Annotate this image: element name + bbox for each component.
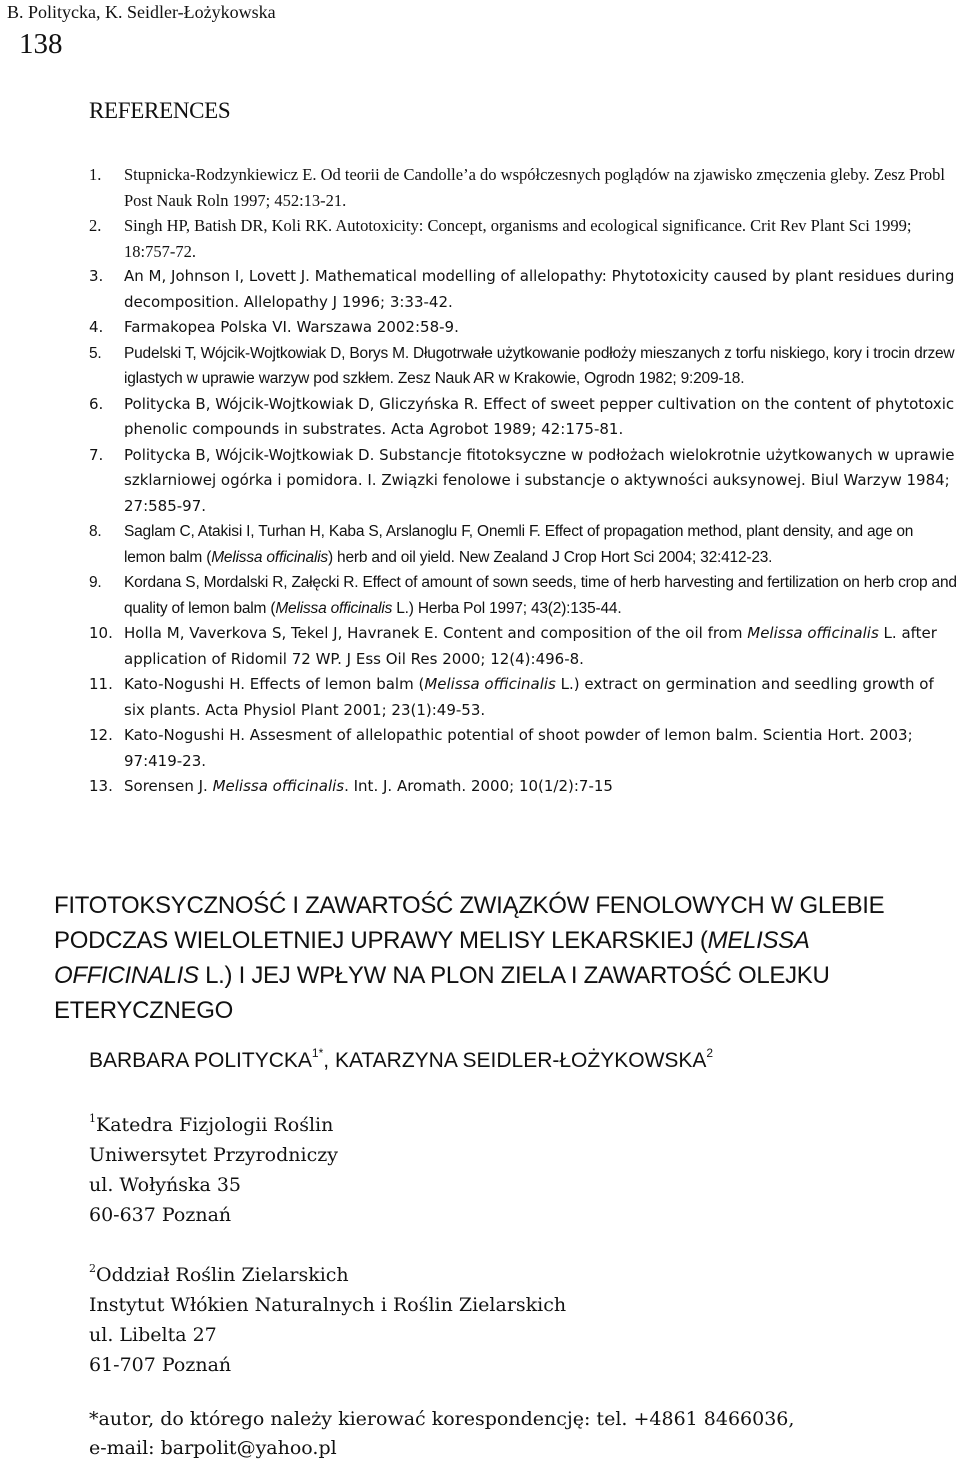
reference-number: 3. xyxy=(89,267,104,285)
species-name: Melissa officinalis xyxy=(424,675,556,693)
reference-item xyxy=(89,315,957,341)
species-name: Melissa officinalis xyxy=(275,599,393,617)
reference-text-post: . Int. J. Aromath. 2000; 10(1/2):7-15 xyxy=(344,777,613,795)
reference-item xyxy=(89,213,957,264)
author-name: BARBARA POLITYCKA xyxy=(89,1049,312,1072)
reference-text: Kato-Nogushi H. Assesment of allelopathic potential of shoot powder of lemon balm. Scientia Hort. 2003; 97:419-23. xyxy=(124,726,913,770)
correspondence-email: e-mail: barpolit@yahoo.pl xyxy=(89,1437,337,1459)
reference-text: Politycka B, Wójcik-Wojtkowiak D. Substancje fitotoksyczne w podłożach wielokrotnie użytkowanych w uprawie szklarniowej ogórka i pomidora. I. Związki fenolowe i substancje o aktywności auksynowej. Biul Warzyw 1984; 27:585-97. xyxy=(124,445,955,515)
reference-text-pre: Saglam C, Atakisi I, Turhan H, Kaba S, Arslanoglu F, Onemli F. Effect of propagation method, plant density, and age on lemon balm ( xyxy=(124,523,914,566)
reference-number: 13. xyxy=(89,777,113,795)
reference-number: 4. xyxy=(89,318,104,336)
affiliation-line: Instytut Włókien Naturalnych i Roślin Zielarskich xyxy=(89,1294,567,1316)
reference-item xyxy=(89,162,957,213)
reference-text-post: L.) extract on germination and seedling growth of six plants. Acta Physiol Plant 2001; 23(1):49-53. xyxy=(124,675,934,719)
reference-text: Pudelski T, Wójcik-Wojtkowiak D, Borys M. Długotrwałe użytkowanie podłoży mieszanych z torfu niskiego, kory i trocin drzew iglastych w uprawie warzyw pod szkłem. Zesz Nauk AR w Krakowie, Ogrodn 1982; 9:209-18. xyxy=(124,344,955,387)
correspondence-note xyxy=(89,1405,939,1463)
reference-item xyxy=(89,264,957,315)
affiliation-mark: 2 xyxy=(89,1262,96,1275)
affiliation-mark: 1 xyxy=(89,1112,96,1125)
reference-text-pre: Sorensen J. xyxy=(124,777,213,795)
reference-item xyxy=(89,723,957,774)
reference-number: 11. xyxy=(89,675,113,693)
reference-text-pre: Holla M, Vaverkova S, Tekel J, Havranek E. Content and composition of the oil from xyxy=(124,624,748,642)
reference-item xyxy=(89,341,957,392)
reference-item xyxy=(89,570,957,621)
paper-title-species: MELISSA OFFICINALIS xyxy=(54,927,809,989)
affiliation-line xyxy=(89,1104,889,1140)
reference-text: An M, Johnson I, Lovett J. Mathematical modelling of allelopathy: Phytotoxicity caused by plant residues during decomposition. Allelopathy J 1996; 3:33-42. xyxy=(124,267,955,311)
reference-text-post: ) herb and oil yield. New Zealand J Crop Hort Sci 2004; 32:412-23. xyxy=(327,548,773,566)
reference-item xyxy=(89,774,957,800)
reference-number: 2. xyxy=(89,216,102,235)
author-affiliation-mark: 2 xyxy=(706,1046,714,1060)
affiliation-line: 60-637 Poznań xyxy=(89,1204,232,1226)
reference-text-pre: Kordana S, Mordalski R, Załęcki R. Effect of amount of sown seeds, time of herb harvesting and fertilization on herb crop and quality of lemon balm ( xyxy=(124,574,957,617)
references-heading: REFERENCES xyxy=(89,98,231,123)
reference-text: Stupnicka-Rodzynkiewicz E. Od teorii de Candolle’a do współczesnych poglądów na zjawisko zmęczenia gleby. Zesz Probl Post Nauk Roln 1997; 452:13-21. xyxy=(124,165,945,210)
reference-number: 7. xyxy=(89,445,104,464)
reference-item xyxy=(89,672,957,723)
reference-number: 12. xyxy=(89,726,113,744)
reference-text-pre: Kato-Nogushi H. Effects of lemon balm ( xyxy=(124,675,425,693)
reference-list xyxy=(89,162,957,800)
paper-title-post: L.) I JEJ WPŁYW NA PLON ZIELA I ZAWARTOŚĆ OLEJKU ETERYCZNEGO xyxy=(54,962,830,1024)
reference-text: Politycka B, Wójcik-Wojtkowiak D, Gliczyńska R. Effect of sweet pepper cultivation on the content of phytotoxic phenolic compounds in substrates. Acta Agrobot 1989; 42:175-81. xyxy=(124,394,955,438)
running-head: B. Politycka, K. Seidler-Łożykowska xyxy=(7,2,276,22)
reference-number: 8. xyxy=(89,523,102,540)
page-number: 138 xyxy=(19,28,63,60)
species-name: Melissa officinalis xyxy=(747,624,879,642)
reference-item xyxy=(89,519,957,570)
reference-text-post: L.) Herba Pol 1997; 43(2):135-44. xyxy=(392,599,622,617)
author-name: KATARZYNA SEIDLER-ŁOŻYKOWSKA xyxy=(334,1049,707,1072)
affiliation-department: Oddział Roślin Zielarskich xyxy=(96,1264,349,1286)
reference-item xyxy=(89,621,957,672)
reference-text-post: L. after application of Ridomil 72 WP. J Ess Oil Res 2000; 12(4):496-8. xyxy=(124,624,937,668)
reference-number: 6. xyxy=(89,394,104,413)
affiliation-line: Uniwersytet Przyrodniczy xyxy=(89,1144,338,1166)
author-separator: , xyxy=(323,1049,335,1072)
correspondence-phone: *autor, do którego należy kierować korespondencję: tel. +4861 8466036, xyxy=(89,1408,795,1430)
affiliation-line xyxy=(89,1254,889,1290)
affiliation-line: ul. Wołyńska 35 xyxy=(89,1174,242,1196)
authors xyxy=(89,1046,713,1073)
reference-number: 9. xyxy=(89,574,102,591)
reference-number: 10. xyxy=(89,624,113,642)
reference-number: 1. xyxy=(89,165,102,184)
species-name: Melissa officinalis xyxy=(211,548,328,566)
affiliation-line: 61-707 Poznań xyxy=(89,1354,232,1376)
paper-title-pre: FITOTOKSYCZNOŚĆ I ZAWARTOŚĆ ZWIĄZKÓW FENOLOWYCH W GLEBIE PODCZAS WIELOLETNIEJ UPRAWY MELISY LEKARSKIEJ ( xyxy=(54,892,885,954)
species-name: Melissa officinalis xyxy=(212,777,345,795)
affiliation-department: Katedra Fizjologii Roślin xyxy=(96,1114,334,1136)
reference-text: Singh HP, Batish DR, Koli RK. Autotoxicity: Concept, organisms and ecological significance. Crit Rev Plant Sci 1999; 18:757-72. xyxy=(124,216,912,261)
paper-title xyxy=(54,888,934,1028)
author-affiliation-mark: 1* xyxy=(311,1046,324,1060)
reference-text: Farmakopea Polska VI. Warszawa 2002:58-9. xyxy=(124,318,459,336)
affiliation-1 xyxy=(89,1104,889,1230)
reference-item xyxy=(89,392,957,443)
reference-number: 5. xyxy=(89,344,102,362)
affiliation-line: ul. Libelta 27 xyxy=(89,1324,217,1346)
affiliation-2 xyxy=(89,1254,889,1380)
reference-item xyxy=(89,443,957,520)
